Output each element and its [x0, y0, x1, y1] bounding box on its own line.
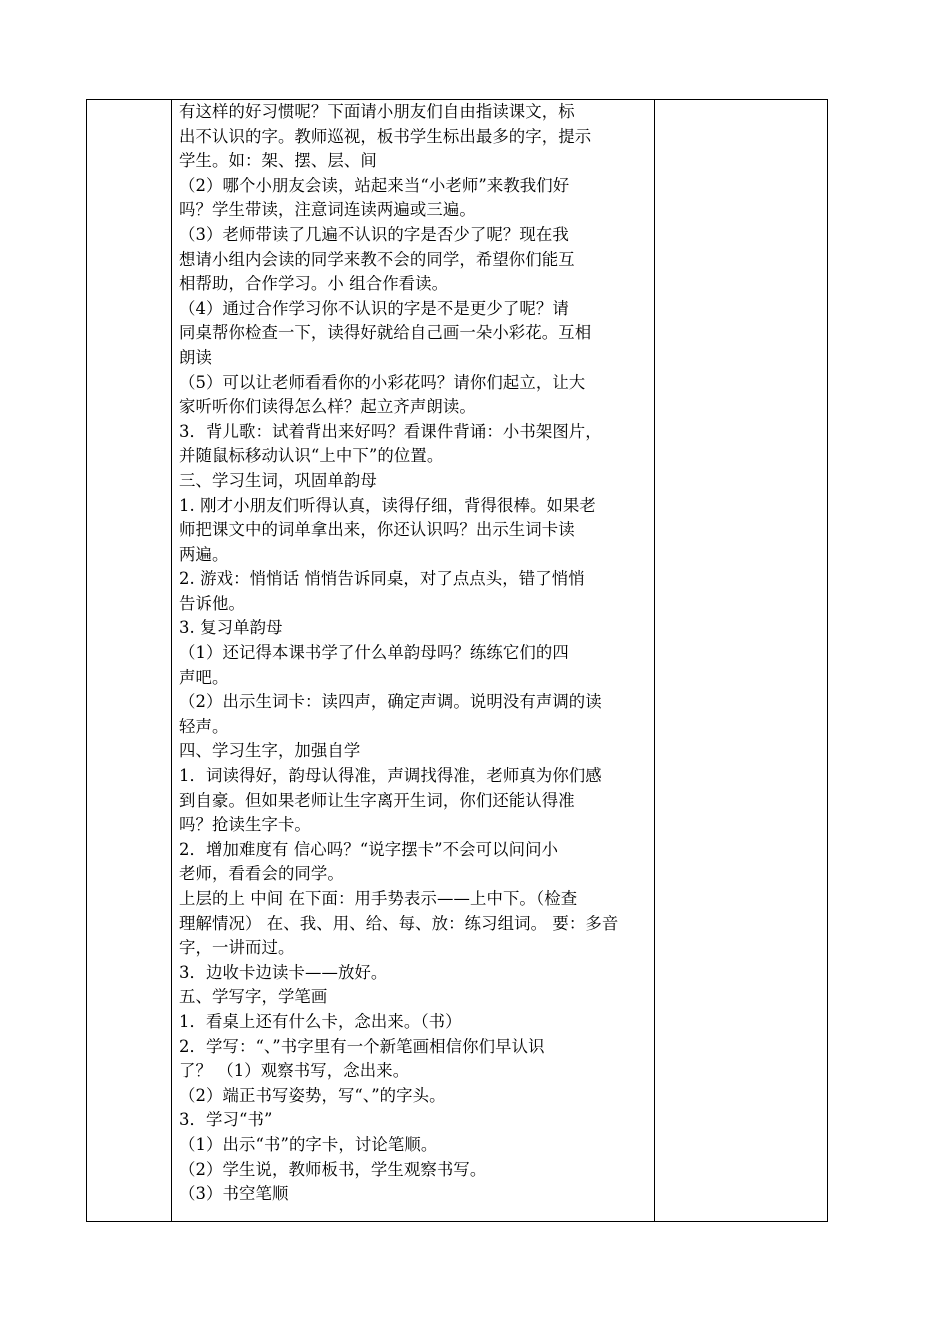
text-line: 2．增加难度有 信心吗？“说字摆卡”不会可以问问小: [179, 839, 559, 859]
text-line: 3. 复习单韵母: [179, 618, 283, 638]
text-line: 理解情况） 在、我、用、给、每、放：练习组词。 要：多音: [179, 913, 619, 933]
text-line: 有这样的好习惯呢？下面请小朋友们自由指读课文，标: [179, 102, 575, 121]
lesson-plan-table: [86, 99, 828, 1222]
column-divider: [171, 100, 172, 1221]
text-line: 朗读: [179, 347, 212, 367]
text-line: （2）端正书写姿势，写“、”的字头。: [179, 1085, 446, 1105]
left-column-cell: [87, 100, 171, 1221]
text-line: 四、学习生字，加强自学: [179, 741, 361, 761]
text-line: 1．看桌上还有什么卡，念出来。（书）: [179, 1011, 462, 1031]
text-line: （1）出示“书”的字卡，讨论笔顺。: [179, 1134, 438, 1154]
text-line: （2）学生说，教师板书，学生观察书写。: [179, 1159, 487, 1179]
text-line: 3．学习“书”: [179, 1110, 273, 1130]
text-line: 轻声。: [179, 716, 229, 736]
text-line: 相帮助，合作学习。小 组合作看读。: [179, 274, 449, 294]
text-line: 并随鼠标移动认识“上中下”的位置。: [179, 446, 444, 466]
right-column-cell: [656, 100, 827, 1221]
lesson-text: [179, 100, 653, 1207]
text-line: 学生。如：架、摆、层、间: [179, 151, 377, 171]
text-line: 2. 游戏：悄悄话 悄悄告诉同桌，对了点点头，错了悄悄: [179, 569, 585, 589]
text-line: 3．背儿歌：试着背出来好吗？看课件背诵：小书架图片，: [179, 421, 602, 441]
text-line: 字，一讲而过。: [179, 938, 295, 958]
text-line: （1）还记得本课书学了什么单韵母吗？练练它们的四: [179, 643, 569, 663]
text-line: 老师，看看会的同学。: [179, 864, 344, 884]
text-line: （3）老师带读了几遍不认识的字是否少了呢？现在我: [179, 224, 569, 244]
text-line: 了？ （1）观察书写，念出来。: [179, 1061, 410, 1081]
text-line: 三、学习生词，巩固单韵母: [179, 470, 377, 490]
text-line: 到自豪。但如果老师让生字离开生词，你们还能认得准: [179, 790, 575, 810]
text-line: 1. 刚才小朋友们听得认真，读得仔细，背得很棒。如果老: [179, 495, 596, 515]
text-line: （4）通过合作学习你不认识的字是不是更少了呢？请: [179, 298, 569, 318]
text-line: 同桌帮你检查一下，读得好就给自己画一朵小彩花。互相: [179, 323, 592, 343]
text-line: 家听听你们读得怎么样？起立齐声朗读。: [179, 397, 476, 417]
text-line: 告诉他。: [179, 593, 245, 613]
text-line: 吗？学生带读，注意词连读两遍或三遍。: [179, 200, 476, 220]
text-line: 3．边收卡边读卡——放好。: [179, 962, 388, 982]
text-line: 声吧。: [179, 667, 229, 687]
text-line: （2）出示生词卡：读四声，确定声调。说明没有声调的读: [179, 692, 602, 712]
text-line: 师把课文中的词单拿出来，你还认识吗？出示生词卡读: [179, 520, 575, 540]
text-line: （3）书空笔顺: [179, 1184, 289, 1204]
text-line: 吗？抢读生字卡。: [179, 815, 311, 835]
text-line: （2）哪个小朋友会读，站起来当“小老师”来教我们好: [179, 175, 570, 195]
column-divider: [654, 100, 655, 1221]
text-line: 上层的上 中间 在下面：用手势表示——上中下。（检查: [179, 889, 578, 908]
text-line: 1．词读得好，韵母认得准，声调找得准，老师真为你们感: [179, 766, 602, 786]
text-line: 想请小组内会读的同学来教不会的同学，希望你们能互: [179, 249, 575, 269]
text-line: 出不认识的字。教师巡视，板书学生标出最多的字，提示: [179, 126, 592, 146]
text-line: 五、学写字，学笔画: [179, 987, 328, 1007]
text-line: 两遍。: [179, 544, 229, 564]
text-line: 2．学写：“、”书字里有一个新笔画相信你们早认识: [179, 1036, 545, 1056]
text-line: （5）可以让老师看看你的小彩花吗？请你们起立，让大: [179, 372, 586, 392]
